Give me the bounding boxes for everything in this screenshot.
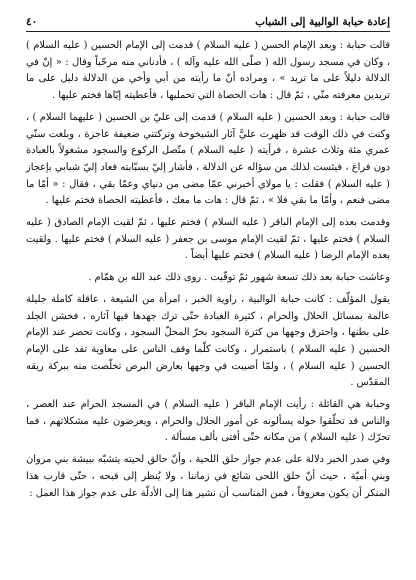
paragraph: وقدمت بعده إلى الإمام الباقر ( عليه السلام ) فختم عليها ، ثمّ لقيت الإمام الصادق ( عليه السلام ) فختم عليها ، ثمّ لقيت الإمام موسى بن جعفر ( عليه السلام ) فختم عليها . ولقيت بعده الإمام الرضا ( عليه السلام ) فختم عليها أيضاً . <box>26 217 390 262</box>
paragraph: قالت حبابة : وبعد الإمام الحسن ( عليه السلام ) قدمت إلى الإمام الحسين ( عليه السلام ) ، وكان في مسجد رسول الله ( صلّى الله عليه وآله ) ، فأدناني منه مرحّباً وقال : « إنّ في الدلالة دليلاً على ما تريد » ، ومراده أنّ ما رأيته من أبي وأخي من الدلالة دليل على ما تريدين معرفته منّي ، ثمّ قال : هات الحصاة التي تحمليها ، فأعطيته إيّاها فختم عليها . <box>26 40 390 102</box>
paragraph: وفي صدر الخبر دلالة على عدم جواز حلق اللحية ، وأنّ حالق لحيته يتشبّه ببيشة بني مروان وبني أميّة ، حيث أنّ حلق اللحى شائع في زماننا ، ولا يُنظر إلى قبحه ، حتّى قارب هذا المنكر أن يكون معروفاً ، فمن المناسب أن نشير هنا إلى الأدلّة على عدم جواز هذا العمل : <box>26 454 390 499</box>
paragraph: وحبابة هي القائلة : رأيت الإمام الباقر ( عليه السلام ) في المسجد الحرام عند العصر ، والناس قد تحلّقوا حوله يسألونه عن أمور الحلال والحرام ، ويعرضون عليه مشكلاتهم ، فما تحرّك ( عليه السلام ) من مكانه حتّى أفتى بألف مسألة . <box>26 399 390 444</box>
body-text <box>26 38 390 574</box>
paragraph: قالت حبابة : وبعد الحسين ( عليه السلام ) قدمت إلى عليّ بن الحسين ( عليهما السلام ) ، وكنت في ذلك الوقت قد ظهرت عليَّ آثار الشيخوخة وتركتني ضعيفة عاجزة ، وبلغت سنّي عمري مئة وثلاث عشرة ، فرأيته ( عليه السلام ) متّصل الركوع والسجود مشغولاً بالعبادة دون فراغ ، فيئست لذلك من سؤاله عن الدلالة ، فأشار إليّ بسبّابته فعاد إليّ شبابي بإعجاز ( عليه السلام ) فقلت : يا مولاي أخبرني عمّا مضى من دنياي وعمّا بقي ، فقال : « أمّا ما مضى فنعم ، وأمّا ما بقي فلا » ، ثمّ قال : هات ما معك ، فأعطيته الحصاة فختم عليها . <box>26 111 390 207</box>
paragraph: يقول المؤلّف : كانت حبابة الوالبية ، راوية الخبر ، امرأة من الشيعة ، عاقلة كاملة جليلة عالمة بمسائل الحلال والحرام ، كثيرة العبادة حتّى ترك جهدها فيها آثاره ، فخشن الجلد على بطنها ، واحترق وجهها من كثرة السجود بحرّ المحلّ السجود ، وكانت تحضر عند الإمام الحسين ( عليه السلام ) باستمرار ، وكانت كلّما وقف الناس على معاوية تفد على الإمام الحسين ( عليه السلام ) ، ولمّا أصيبت في وجهها بعارض البرص تخلّصت منه ببركة ريقه المقدّس . <box>26 293 390 389</box>
running-title: إعادة حبابة الوالبية إلى الشباب <box>255 16 390 28</box>
page-number: ٤٠ <box>26 16 38 28</box>
header-rule <box>26 31 390 32</box>
paragraph: وعاشت حبابة بعد ذلك تسعة شهور ثمّ توفّيت . روى ذلك عبد الله بن همّام . <box>88 272 390 284</box>
page-header <box>26 8 390 28</box>
